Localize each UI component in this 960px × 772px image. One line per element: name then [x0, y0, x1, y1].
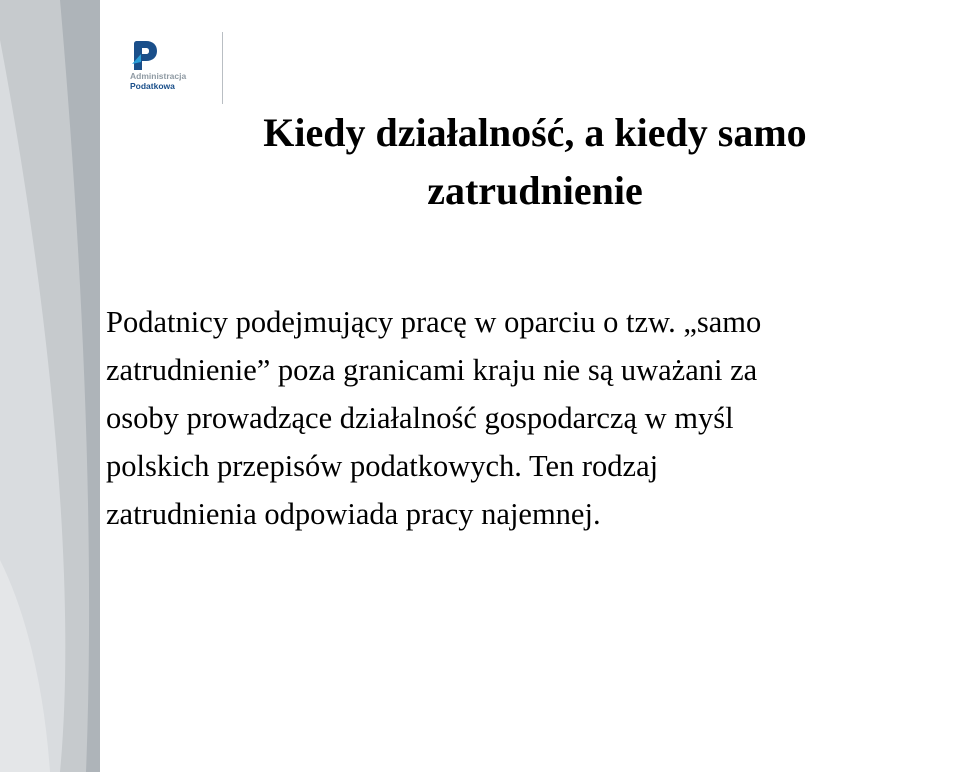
logo-divider — [222, 32, 223, 104]
administracja-podatkowa-logo-mark-icon — [132, 40, 158, 72]
slide-title: Kiedy działalność, a kiedy samo zatrudnienie — [263, 110, 807, 213]
logo-wordmark — [130, 71, 186, 91]
decorative-side-band — [0, 0, 100, 772]
slide-body-text: Podatnicy podejmujący pracę w oparciu o tzw. „samo zatrudnienie” poza granicami kraju nie są uważani za osoby prowadzące działalność gospodarczą w myśl polskich przepisów podatkowych. Ten rodzaj zatrudnienia odpowiada pracy najemnej. — [106, 305, 762, 531]
logo-line-administracja: Administracja — [130, 71, 187, 81]
administracja-podatkowa-logo — [128, 36, 228, 102]
side-band-shapes — [0, 0, 100, 772]
logo-line-podatkowa: Podatkowa — [130, 81, 175, 91]
